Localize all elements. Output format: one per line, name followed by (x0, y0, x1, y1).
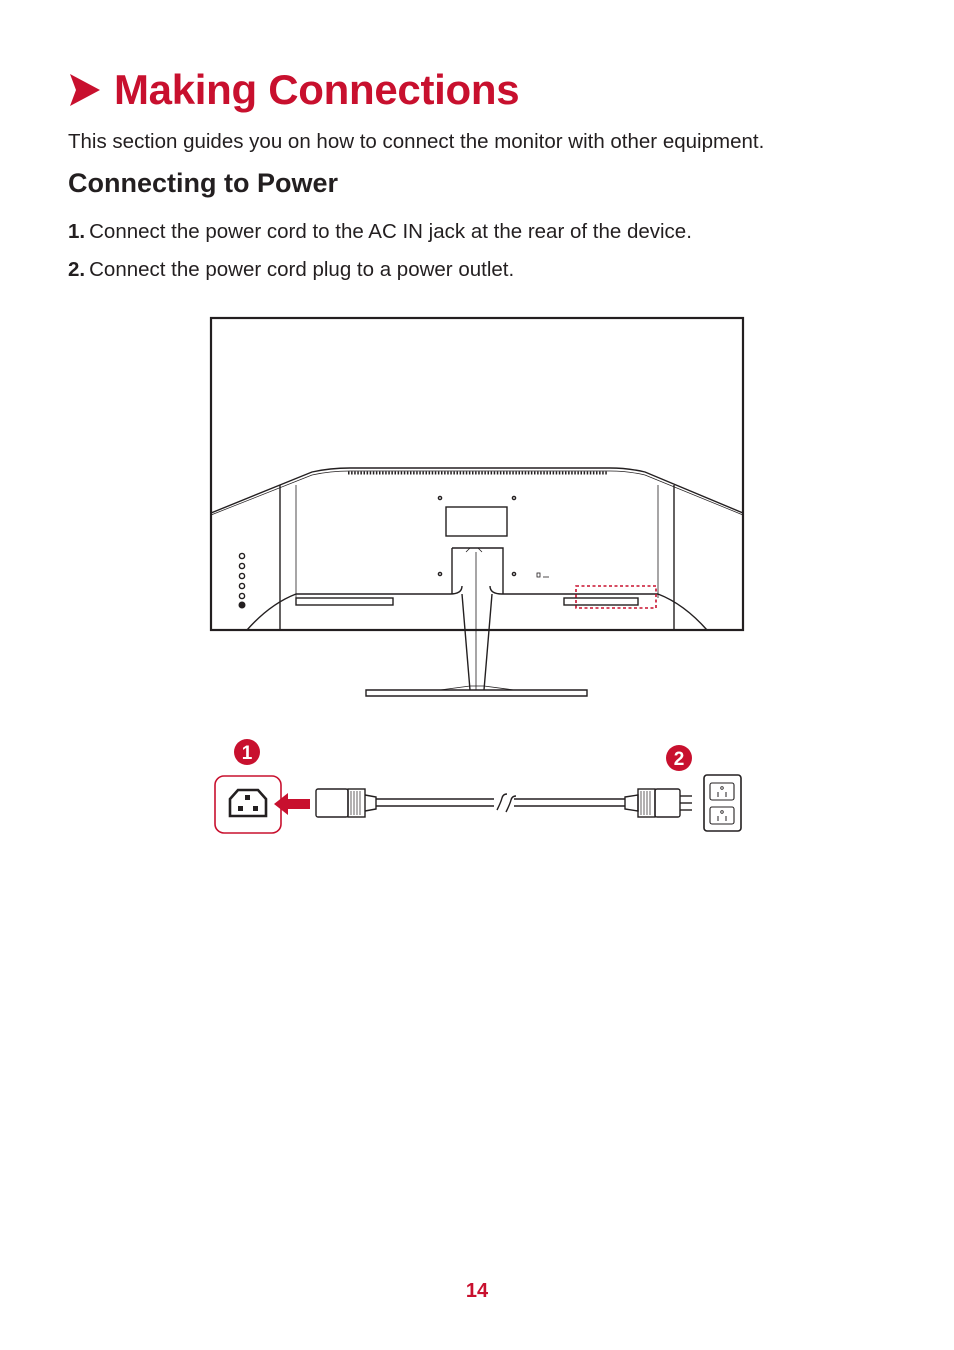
connection-illustration (0, 310, 954, 850)
step-list (68, 218, 692, 294)
callout-1-badge (234, 739, 260, 765)
callout-1-number: 1 (241, 743, 253, 764)
page-title (66, 64, 519, 116)
title-text: Making Connections (114, 66, 520, 113)
callout-2-number: 2 (673, 749, 685, 770)
step-number: 2. (68, 258, 86, 281)
step-item (68, 256, 692, 294)
monitor-rear-illustration (211, 318, 743, 696)
callout-2-badge (666, 745, 692, 771)
step-item (68, 218, 692, 256)
power-cord-illustration (316, 789, 692, 817)
power-outlet-icon (704, 775, 741, 831)
page-number: 14 (465, 1280, 489, 1302)
intro-text: This section guides you on how to connect the monitor with other equipment. (68, 130, 765, 153)
step-text: Connect the power cord to the AC IN jack at the rear of the device. (89, 220, 692, 243)
step-text: Connect the power cord plug to a power outlet. (89, 258, 515, 281)
step-number: 1. (68, 220, 86, 243)
section-heading: Connecting to Power (68, 168, 338, 198)
chevron-right-icon (66, 72, 102, 108)
ac-in-jack-icon (215, 776, 281, 833)
